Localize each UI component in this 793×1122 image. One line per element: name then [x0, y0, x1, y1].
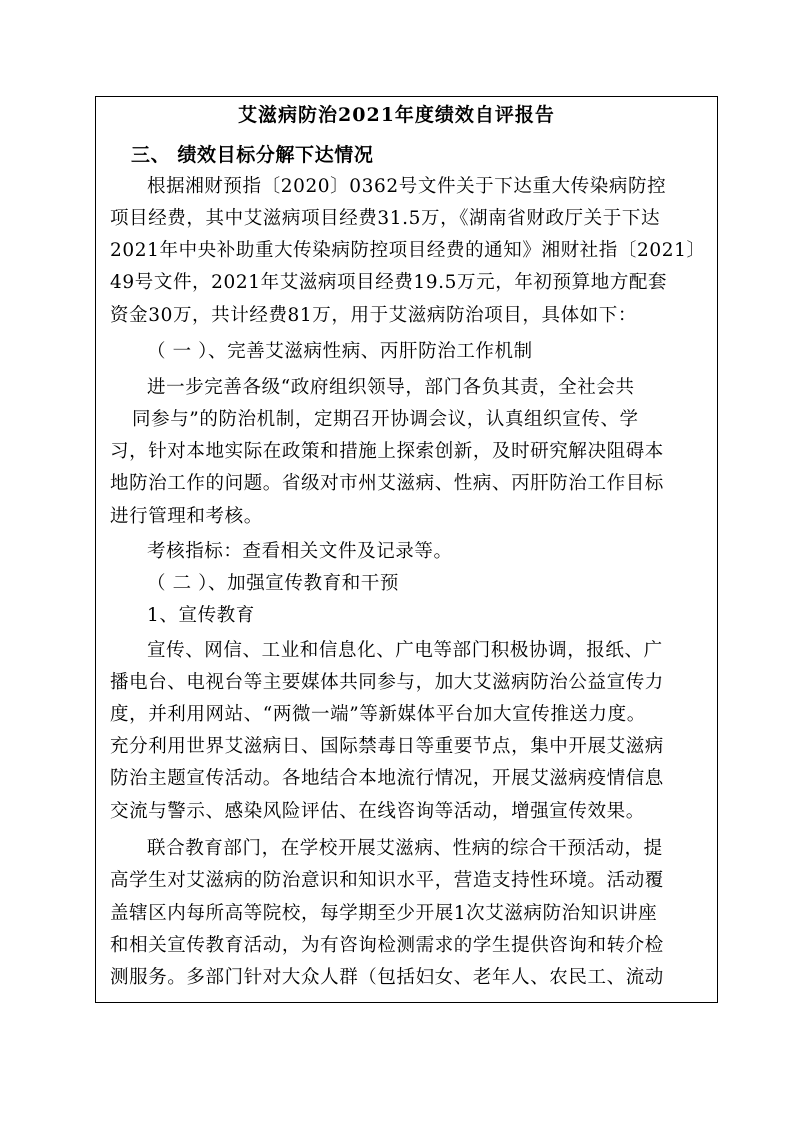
- paragraph-line: 和相关宣传教育活动，为有咨询检测需求的学生提供咨询和转介检: [110, 935, 664, 956]
- paragraph-line: 同参与”的防治机制，定期召开协调会议，认真组织宣传、学: [132, 409, 639, 430]
- paragraph-line: 宣传、网信、工业和信息化、广电等部门积极协调，报纸、广: [147, 640, 663, 661]
- document-title: 艾滋病防治2021年度绩效自评报告: [238, 104, 555, 126]
- paragraph-line: 交流与警示、感染风险评估、在线咨询等活动，增强宣传效果。: [110, 801, 645, 822]
- item-heading: 1、宣传教育: [147, 605, 255, 626]
- paragraph-line: 考核指标：查看相关文件及记录等。: [147, 541, 453, 562]
- paragraph-line: 联合教育部门，在学校开展艾滋病、性病的综合干预活动，提: [147, 838, 663, 859]
- paragraph-line: 进行管理和考核。: [110, 506, 263, 527]
- paragraph-line: 习，针对本地实际在政策和措施上探索创新，及时研究解决阻碍本: [110, 441, 664, 462]
- paragraph-line: 度，并利用网站、“两微一端”等新媒体平台加大宣传推送力度。: [110, 704, 646, 725]
- paragraph-line: 播电台、电视台等主要媒体共同参与，加大艾滋病防治公益宣传力: [110, 672, 664, 693]
- paragraph-line: 地防治工作的问题。省级对市州艾滋病、性病、丙肝防治工作目标: [110, 473, 664, 494]
- paragraph-line: 根据湘财预指〔2020〕0362号文件关于下达重大传染病防控: [147, 176, 667, 197]
- subsection-heading: （ 一 ）、完善艾滋病性病、丙肝防治工作机制: [147, 341, 533, 362]
- paragraph-line: 测服务。多部门针对大众人群（包括妇女、老年人、农民工、流动: [110, 967, 664, 988]
- section-heading: 三、 绩效目标分解下达情况: [131, 144, 374, 166]
- paragraph-line: 2021年中央补助重大传染病防控项目经费的通知》湘财社指〔2021〕: [110, 240, 706, 261]
- paragraph-line: 进一步完善各级“政府组织领导，部门各负其责，全社会共: [147, 377, 635, 398]
- paragraph-line: 49号文件，2021年艾滋病项目经费19.5万元，年初预算地方配套: [110, 272, 668, 293]
- paragraph-line: 高学生对艾滋病的防治意识和知识水平，营造支持性环境。活动覆: [110, 870, 664, 891]
- paragraph-line: 盖辖区内每所高等院校，每学期至少开展1次艾滋病防治知识讲座: [110, 903, 658, 924]
- paragraph-line: 充分利用世界艾滋病日、国际禁毒日等重要节点，集中开展艾滋病: [110, 736, 664, 757]
- paragraph-line: 防治主题宣传活动。各地结合本地流行情况，开展艾滋病疫情信息: [110, 768, 664, 789]
- paragraph-line: 资金30万，共计经费81万，用于艾滋病防治项目，具体如下：: [110, 305, 637, 326]
- subsection-heading: （ 二 ）、加强宣传教育和干预: [147, 573, 400, 594]
- paragraph-line: 项目经费，其中艾滋病项目经费31.5万，《湖南省财政厅关于下达: [110, 208, 661, 229]
